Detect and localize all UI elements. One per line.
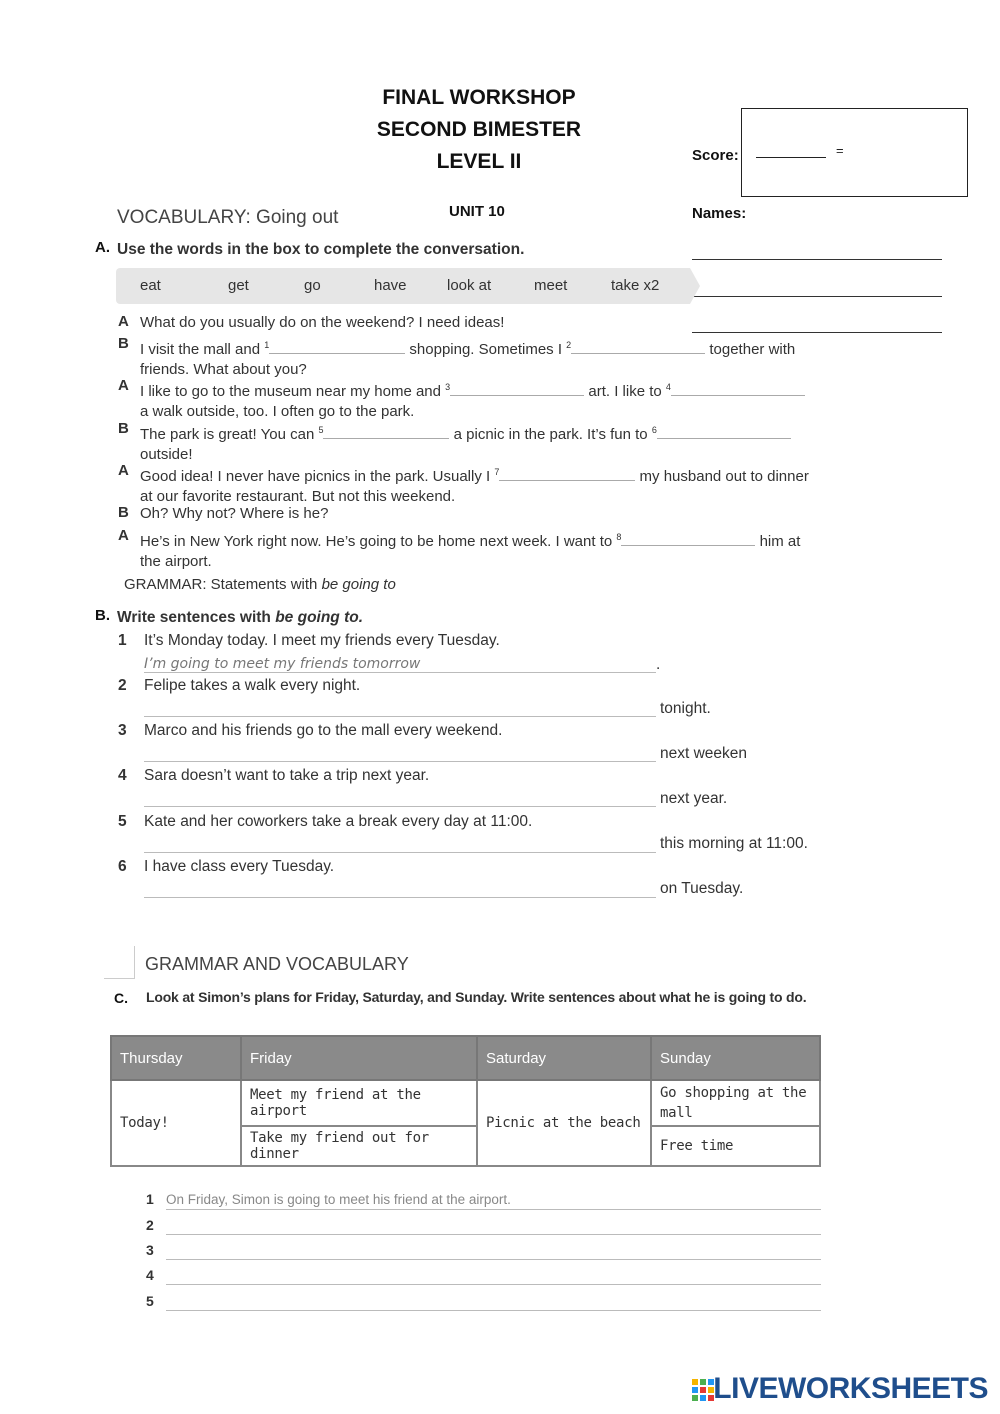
section-c-heading: GRAMMAR AND VOCABULARY <box>145 954 409 974</box>
item-prompt: Sara doesn’t want to take a trip next year. <box>144 767 430 784</box>
speaker-label: A <box>118 527 129 544</box>
section-b-letter: B. <box>95 607 110 624</box>
item-number: 3 <box>146 1242 154 1258</box>
cell-saturday: Picnic at the beach <box>477 1080 651 1166</box>
answer-3-input[interactable] <box>144 760 656 762</box>
score-label: Score: <box>692 147 739 164</box>
speaker-label: A <box>118 377 129 394</box>
word-box <box>116 268 690 304</box>
item-end: next year. <box>660 790 728 807</box>
names-label: Names: <box>692 205 747 222</box>
conversation-line: I like to go to the museum near my home and $^3$ art. I like to $^4$ a walk outside, too. I often go to the park. <box>140 377 860 422</box>
item-prompt: Marco and his friends go to the mall every weekend. <box>144 722 503 739</box>
item-prompt: Felipe takes a walk every night. <box>144 677 361 694</box>
cell-friday-2: Take my friend out for dinner <box>241 1126 477 1166</box>
item-number: 6 <box>118 858 127 875</box>
unit-label: UNIT 10 <box>449 203 505 220</box>
title-line-2: SECOND BIMESTER <box>376 118 582 141</box>
name-input-3[interactable] <box>692 331 942 333</box>
answer-c5-input[interactable] <box>166 1309 821 1311</box>
word-item: go <box>304 277 321 294</box>
item-number: 4 <box>146 1267 154 1283</box>
header-thursday: Thursday <box>111 1036 241 1080</box>
liveworksheets-logo: LIVEWORKSHEETS <box>713 1372 988 1405</box>
conversation-line: What do you usually do on the weekend? I need ideas! <box>140 314 505 331</box>
word-item: get <box>228 277 249 294</box>
answer-6-input[interactable] <box>144 896 656 898</box>
section-a-instruction: Use the words in the box to complete the conversation. <box>117 241 525 258</box>
section-a-heading: VOCABULARY: Going out <box>117 207 339 228</box>
item-end: this morning at 11:00. <box>660 835 808 852</box>
speaker-label: B <box>118 504 129 521</box>
speaker-label: A <box>118 313 129 330</box>
answer-5-input[interactable] <box>144 851 656 853</box>
section-b-heading: GRAMMAR: Statements with be going to <box>124 576 396 593</box>
item-prompt: Kate and her coworkers take a break every day at 11:00. <box>144 813 533 830</box>
plans-table <box>110 1035 821 1167</box>
section-a-letter: A. <box>95 239 110 256</box>
example-answer: I’m going to meet my friends tomorrow <box>144 656 421 672</box>
answer-2-input[interactable] <box>144 715 656 717</box>
conversation-line: The park is great! You can $^5$ a picnic in the park. It’s fun to $^6$ outside! <box>140 420 860 465</box>
title-line-1: FINAL WORKSHOP <box>382 86 576 109</box>
item-number: 1 <box>118 632 127 649</box>
corner-mark <box>104 946 135 979</box>
item-number: 2 <box>118 677 127 694</box>
speaker-label: B <box>118 420 129 437</box>
name-input-2[interactable] <box>692 295 942 297</box>
example-answer: On Friday, Simon is going to meet his friend at the airport. <box>166 1192 511 1207</box>
header-sunday: Sunday <box>651 1036 820 1080</box>
speaker-label: A <box>118 462 129 479</box>
blank-5-input[interactable] <box>323 424 449 439</box>
cell-friday-1: Meet my friend at the airport <box>241 1080 477 1126</box>
conversation-line: Oh? Why not? Where is he? <box>140 505 329 522</box>
item-number: 5 <box>146 1293 154 1309</box>
word-item: look at <box>447 277 492 294</box>
section-b-instruction: Write sentences with be going to. <box>117 609 364 626</box>
answer-line <box>144 671 656 673</box>
header-saturday: Saturday <box>477 1036 651 1080</box>
speaker-label: B <box>118 335 129 352</box>
blank-8-input[interactable] <box>621 531 755 546</box>
blank-7-input[interactable] <box>499 466 635 481</box>
conversation-line: He’s in New York right now. He’s going to be home next week. I want to $^8$ him at the airport. <box>140 532 801 570</box>
item-number: 3 <box>118 722 127 739</box>
blank-4-input[interactable] <box>671 381 805 396</box>
item-prompt: I have class every Tuesday. <box>144 858 335 875</box>
blank-2-input[interactable] <box>571 339 705 354</box>
name-input-1[interactable] <box>692 258 942 260</box>
blank-6-input[interactable] <box>657 424 791 439</box>
blank-1-input[interactable] <box>269 339 405 354</box>
word-item: meet <box>534 277 568 294</box>
answer-4-input[interactable] <box>144 805 656 807</box>
section-c-letter: C. <box>114 990 128 1006</box>
item-prompt: It’s Monday today. I meet my friends every Tuesday. <box>144 632 500 649</box>
section-c-instruction: Look at Simon’s plans for Friday, Saturday, and Sunday. Write sentences about what he is going to do. <box>146 989 807 1005</box>
cell-thursday: Today! <box>111 1080 241 1166</box>
word-item: take x2 <box>611 277 660 294</box>
score-input[interactable] <box>756 157 826 158</box>
conversation-line: I visit the mall and $^1$ shopping. Sometimes I $^2$ together with friends. What about you? <box>140 340 796 378</box>
blank-3-input[interactable] <box>450 381 584 396</box>
answer-c4-input[interactable] <box>166 1283 821 1285</box>
title-line-3: LEVEL II <box>436 150 522 173</box>
item-number: 1 <box>146 1191 154 1207</box>
item-number: 2 <box>146 1217 154 1233</box>
liveworksheets-logo-icon <box>692 1379 714 1401</box>
cell-sunday-1: Go shopping at the mall <box>651 1080 820 1126</box>
conversation-line: Good idea! I never have picnics in the park. Usually I $^7$ my husband out to dinner at our favorite restaurant. But not this weekend. <box>140 467 809 505</box>
answer-c3-input[interactable] <box>166 1258 821 1260</box>
item-number: 5 <box>118 813 127 830</box>
item-end: on Tuesday. <box>660 880 744 897</box>
header-friday: Friday <box>241 1036 477 1080</box>
item-number: 4 <box>118 767 127 784</box>
score-equals: = <box>836 143 844 158</box>
item-end: tonight. <box>660 700 711 717</box>
word-item: have <box>374 277 407 294</box>
answer-line <box>166 1208 821 1210</box>
score-box <box>741 108 968 197</box>
item-end: . <box>656 656 661 673</box>
cell-sunday-2: Free time <box>651 1126 820 1166</box>
answer-c2-input[interactable] <box>166 1233 821 1235</box>
word-item: eat <box>140 277 161 294</box>
item-end: next weeken <box>660 745 748 762</box>
